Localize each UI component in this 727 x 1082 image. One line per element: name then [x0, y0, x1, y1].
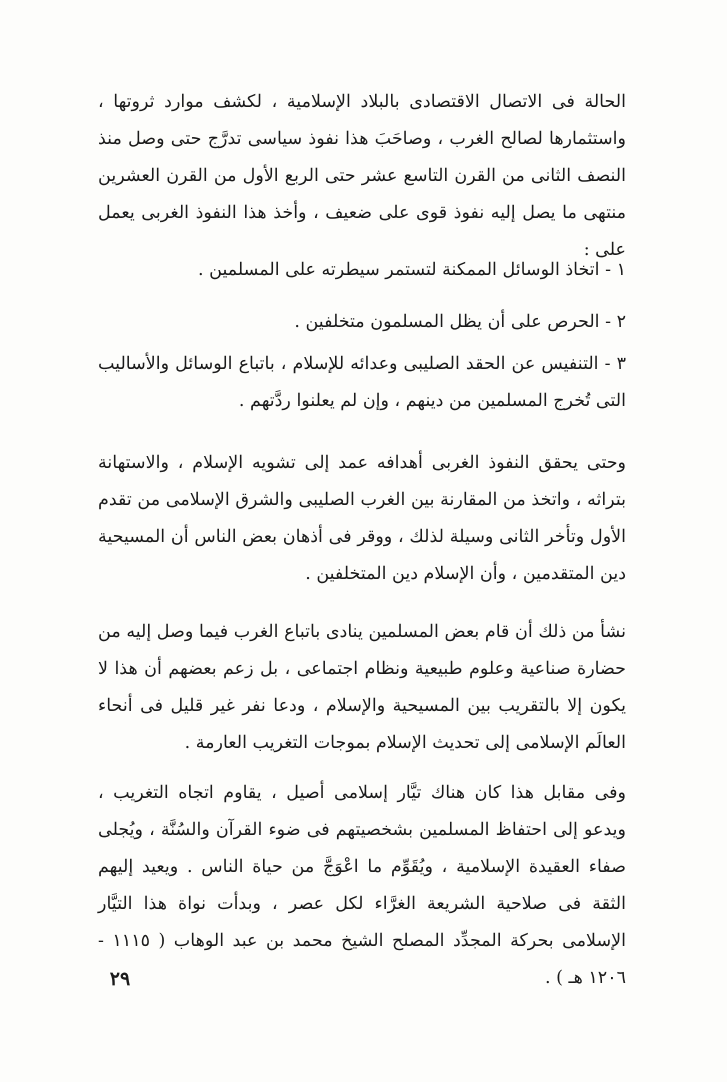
paragraph-western-economic-influence	[98, 84, 626, 269]
paragraph-distorting-islam	[98, 445, 626, 593]
paragraph-westernization-calls	[98, 614, 626, 762]
paragraph-text: نشأ من ذلك أن قام بعض المسلمين ينادى باتباع الغرب فيما وصل إليه من حضارة صناعية وعلوم طبيعية ونظام اجتماعى ، بل زعم بعضهم أن هذا لا يكون إلا بالتقريب بين المسيحية والإسلام ، ودعا نفر غير قليل فى أنحاء العالَم الإسلامى إلى تحديث الإسلام بموجات التغريب العارمة .	[98, 622, 626, 753]
paragraph-text: وحتى يحقق النفوذ الغربى أهدافه عمد إلى تشويه الإسلام ، والاستهانة بتراثه ، واتخذ من المقارنة بين الغرب الصليبى والشرق الإسلامى من تقدم الأول وتأخر الثانى وسيلة لذلك ، ووقر فى أذهان بعض الناس أن المسيحية دين المتقدمين ، وأن الإسلام دين المتخلفين .	[98, 453, 626, 584]
list-item-text: ٢ - الحرص على أن يظل المسلمون متخلفين .	[294, 312, 626, 332]
paragraph-authentic-islamic-current	[98, 775, 626, 997]
list-item-3	[98, 346, 626, 420]
list-item-1	[98, 252, 626, 289]
paragraph-text: وفى مقابل هذا كان هناك تيَّار إسلامى أصيل ، يقاوم اتجاه التغريب ، ويدعو إلى احتفاظ المسلمين بشخصيتهم فى ضوء القرآن والسُنَّة ، ويُجلى صفاء العقيدة الإسلامية ، ويُقَوِّم ما اعْوَجَّ من حياة الناس . ويعيد إليهم الثقة فى صلاحية الشريعة الغرَّاء لكل عصر ، وبدأت نواة هذا التيَّار الإسلامى بحركة المجدِّد المصلح الشيخ محمد بن عبد الوهاب ( ١١١٥ - ١٢٠٦ هـ ) .	[98, 783, 626, 988]
paragraph-text: الحالة فى الاتصال الاقتصادى بالبلاد الإسلامية ، لكشف موارد ثروتها ، واستثمارها لصالح الغرب ، وصاحَبَ هذا نفوذ سياسى تدرَّج حتى وصل منذ النصف الثانى من القرن التاسع عشر حتى الربع الأول من القرن العشرين منتهى ما يصل إليه نفوذ قوى على ضعيف ، وأخذ هذا النفوذ الغربى يعمل على :	[98, 92, 626, 260]
page-number: ٢٩	[109, 968, 131, 990]
list-item-text: ١ - اتخاذ الوسائل الممكنة لتستمر سيطرته على المسلمين .	[198, 260, 626, 280]
list-item-text: ٣ - التنفيس عن الحقد الصليبى وعدائه للإسلام ، باتباع الوسائل والأساليب التى تُخرج المسلمين من دينهم ، وإن لم يعلنوا ردَّتهم .	[98, 354, 626, 411]
list-item-2	[98, 304, 626, 341]
